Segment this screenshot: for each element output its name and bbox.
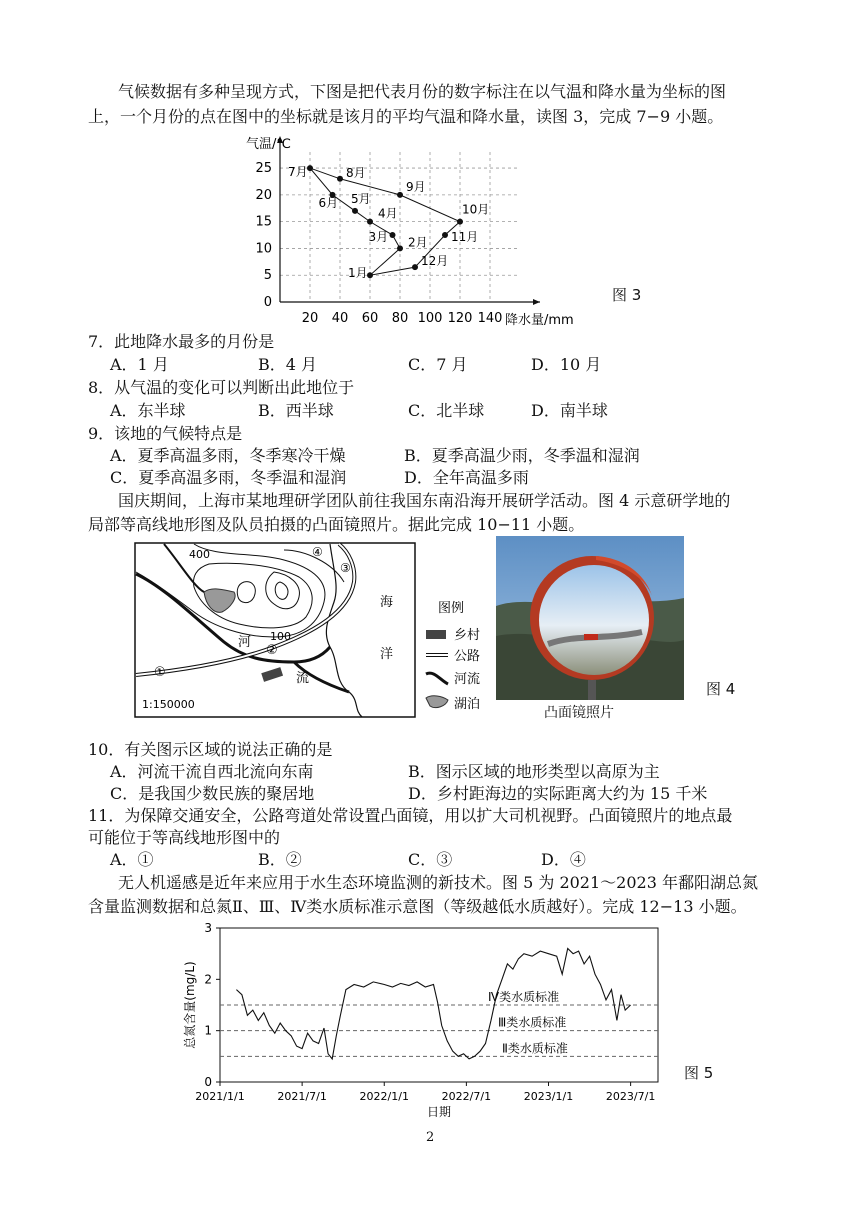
- y-tick-label: 5: [263, 268, 272, 284]
- q8-stem: 8．从气温的变化可以判断出此地位于: [88, 378, 355, 397]
- month-point: [367, 219, 373, 225]
- month-label: 12月: [421, 254, 449, 269]
- month-label: 1月: [348, 266, 368, 281]
- lake-icon: [426, 696, 448, 708]
- x-tick-label: 2023/7/1: [605, 1090, 656, 1103]
- month-label: 5月: [351, 191, 371, 206]
- legend-road: 公路: [454, 649, 481, 664]
- contour-400-label: 400: [189, 548, 210, 561]
- y-tick-label: 3: [204, 921, 212, 935]
- y-tick-label: 2: [204, 972, 212, 987]
- q10-option-a[interactable]: A．河流干流自西北流向东南: [110, 762, 314, 781]
- x-axis-title: 日期: [427, 1105, 452, 1119]
- fig4-contour-map: [134, 542, 416, 718]
- q8-option-d[interactable]: D．南半球: [531, 401, 608, 420]
- q10-option-c[interactable]: C．是我国少数民族的聚居地: [110, 784, 315, 803]
- intro1-line2: 上，一个月份的点在图中的坐标就是该月的平均气温和降水量，读图 3，完成 7−9 小题。: [88, 107, 724, 126]
- q7-option-b[interactable]: B．4 月: [258, 355, 318, 374]
- river-icon: [426, 673, 448, 684]
- point-1-label: ①: [154, 665, 166, 680]
- point-3-label: ③: [340, 561, 351, 575]
- month-point: [397, 192, 403, 198]
- x-tick-label: 20: [301, 311, 319, 326]
- intro3-line2: 含量监测数据和总氮Ⅱ、Ⅲ、Ⅳ类水质标准示意图（等级越低水质越好）。完成 12−13 小题。: [88, 897, 747, 916]
- point-2-label: ②: [266, 643, 278, 658]
- contour-100-label: 100: [270, 630, 291, 643]
- fig3-label: 图 3: [612, 286, 642, 304]
- legend-title: 图例: [438, 601, 465, 616]
- y-tick-label: 10: [255, 241, 272, 257]
- total-nitrogen-line: [236, 949, 630, 1059]
- q9-option-c[interactable]: C．夏季高温多雨，冬季温和湿润: [110, 468, 347, 487]
- intro2-line1: 国庆期间，上海市某地理研学团队前往我国东南沿海开展研学活动。图 4 示意研学地的: [118, 491, 731, 510]
- village-icon: [426, 630, 446, 639]
- month-label: 8月: [346, 165, 366, 180]
- y-tick-label: 1: [204, 1023, 212, 1038]
- convex-mirror-photo: [496, 536, 684, 700]
- q11-option-c[interactable]: C．③: [408, 850, 453, 869]
- q10-stem: 10．有关图示区域的说法正确的是: [88, 740, 333, 759]
- q9-stem: 9．该地的气候特点是: [88, 424, 243, 443]
- month-point: [442, 232, 448, 238]
- x-tick-label: 100: [417, 311, 443, 326]
- legend-village: 乡村: [454, 628, 481, 643]
- q8-option-b[interactable]: B．西半球: [258, 401, 334, 420]
- sea-label-1: 海: [380, 595, 394, 610]
- standard-label: Ⅱ类水质标准: [502, 1041, 568, 1056]
- q7-option-c[interactable]: C．7 月: [408, 355, 468, 374]
- month-label: 10月: [462, 202, 490, 217]
- y-tick-label: 15: [255, 214, 272, 230]
- month-label: 3月: [368, 230, 389, 245]
- y-axis-title: 气温/℃: [246, 137, 291, 152]
- q11-stem-line1: 11．为保障交通安全，公路弯道处常设置凸面镜，用以扩大司机视野。凸面镜照片的地点最: [88, 806, 733, 825]
- y-axis-title: 总氮含量(mg/L): [183, 961, 197, 1049]
- river-label-2: 流: [296, 671, 310, 686]
- fig5-chart: [180, 918, 670, 1122]
- month-label: 4月: [378, 206, 398, 221]
- q7-option-d[interactable]: D．10 月: [531, 355, 602, 374]
- q11-option-a[interactable]: A．①: [110, 850, 154, 869]
- y-tick-label: 25: [255, 161, 272, 177]
- q9-option-b[interactable]: B．夏季高温少雨，冬季温和湿润: [404, 446, 640, 465]
- month-point: [367, 272, 373, 278]
- legend-river: 河流: [454, 672, 481, 687]
- legend-lake: 湖泊: [454, 697, 481, 712]
- fig5-label: 图 5: [684, 1064, 714, 1082]
- month-label: 7月: [288, 165, 308, 180]
- fig3-chart: [240, 130, 580, 330]
- fig4-legend: [422, 598, 494, 718]
- intro3-line1: 无人机遥感是近年来应用于水生态环境监测的新技术。图 5 为 2021～2023 年鄱阳湖总氮: [118, 873, 758, 892]
- q8-option-c[interactable]: C．北半球: [408, 401, 485, 420]
- standard-label: Ⅳ类水质标准: [488, 990, 560, 1004]
- x-tick-label: 40: [331, 311, 349, 326]
- standard-label: Ⅲ类水质标准: [498, 1015, 567, 1030]
- fig4-label: 图 4: [706, 680, 736, 698]
- month-label: 9月: [406, 179, 426, 194]
- q11-stem-line2: 可能位于等高线地形图中的: [88, 828, 281, 847]
- month-point: [397, 245, 403, 251]
- x-axis-arrow: [533, 299, 540, 305]
- y-tick-label: 0: [204, 1075, 212, 1089]
- q10-option-d[interactable]: D．乡村距海边的实际距离大约为 15 千米: [408, 784, 708, 803]
- y-tick-label: 20: [255, 187, 272, 203]
- x-tick-label: 60: [361, 311, 379, 326]
- x-tick-label: 2021/7/1: [277, 1090, 327, 1103]
- x-tick-label: 140: [477, 311, 503, 326]
- river-label-1: 河: [238, 635, 252, 650]
- q11-option-d[interactable]: D．④: [541, 850, 586, 869]
- y-tick-label: 0: [263, 295, 272, 310]
- x-tick-label: 120: [447, 311, 473, 326]
- x-tick-label: 80: [391, 311, 409, 326]
- x-axis-title: 降水量/mm: [505, 313, 574, 328]
- intro2-line2: 局部等高线地形图及队员拍摄的凸面镜照片。据此完成 10−11 小题。: [88, 515, 585, 534]
- page-number: 2: [426, 1130, 435, 1145]
- month-point: [412, 264, 418, 270]
- x-tick-label: 2022/1/1: [359, 1090, 409, 1103]
- x-tick-label: 2023/1/1: [523, 1090, 574, 1103]
- point-4-label: ④: [312, 545, 323, 559]
- month-label: 6月: [318, 195, 339, 210]
- map-scale: 1:150000: [142, 698, 195, 711]
- q7-stem: 7．此地降水最多的月份是: [88, 332, 275, 351]
- month-label: 2月: [408, 235, 428, 250]
- x-tick-label: 2021/1/1: [195, 1090, 245, 1103]
- month-point: [307, 165, 313, 171]
- x-tick-label: 2022/7/1: [441, 1090, 492, 1103]
- month-point: [337, 176, 343, 182]
- month-point: [390, 232, 396, 238]
- intro1-line1: 气候数据有多种呈现方式，下图是把代表月份的数字标注在以气温和降水量为坐标的图: [118, 82, 727, 101]
- photo-caption: 凸面镜照片: [544, 705, 614, 721]
- q8-option-a[interactable]: A．东半球: [110, 401, 186, 420]
- q9-option-a[interactable]: A．夏季高温多雨，冬季寒冷干燥: [110, 446, 346, 465]
- month-point: [457, 219, 463, 225]
- q7-option-a[interactable]: A．1 月: [110, 355, 169, 374]
- month-point: [352, 208, 358, 214]
- q11-option-b[interactable]: B．②: [258, 850, 302, 869]
- sea-label-2: 洋: [380, 647, 394, 662]
- month-label: 11月: [451, 230, 479, 245]
- q9-option-d[interactable]: D．全年高温多雨: [404, 468, 529, 487]
- q10-option-b[interactable]: B．图示区域的地形类型以高原为主: [408, 762, 660, 781]
